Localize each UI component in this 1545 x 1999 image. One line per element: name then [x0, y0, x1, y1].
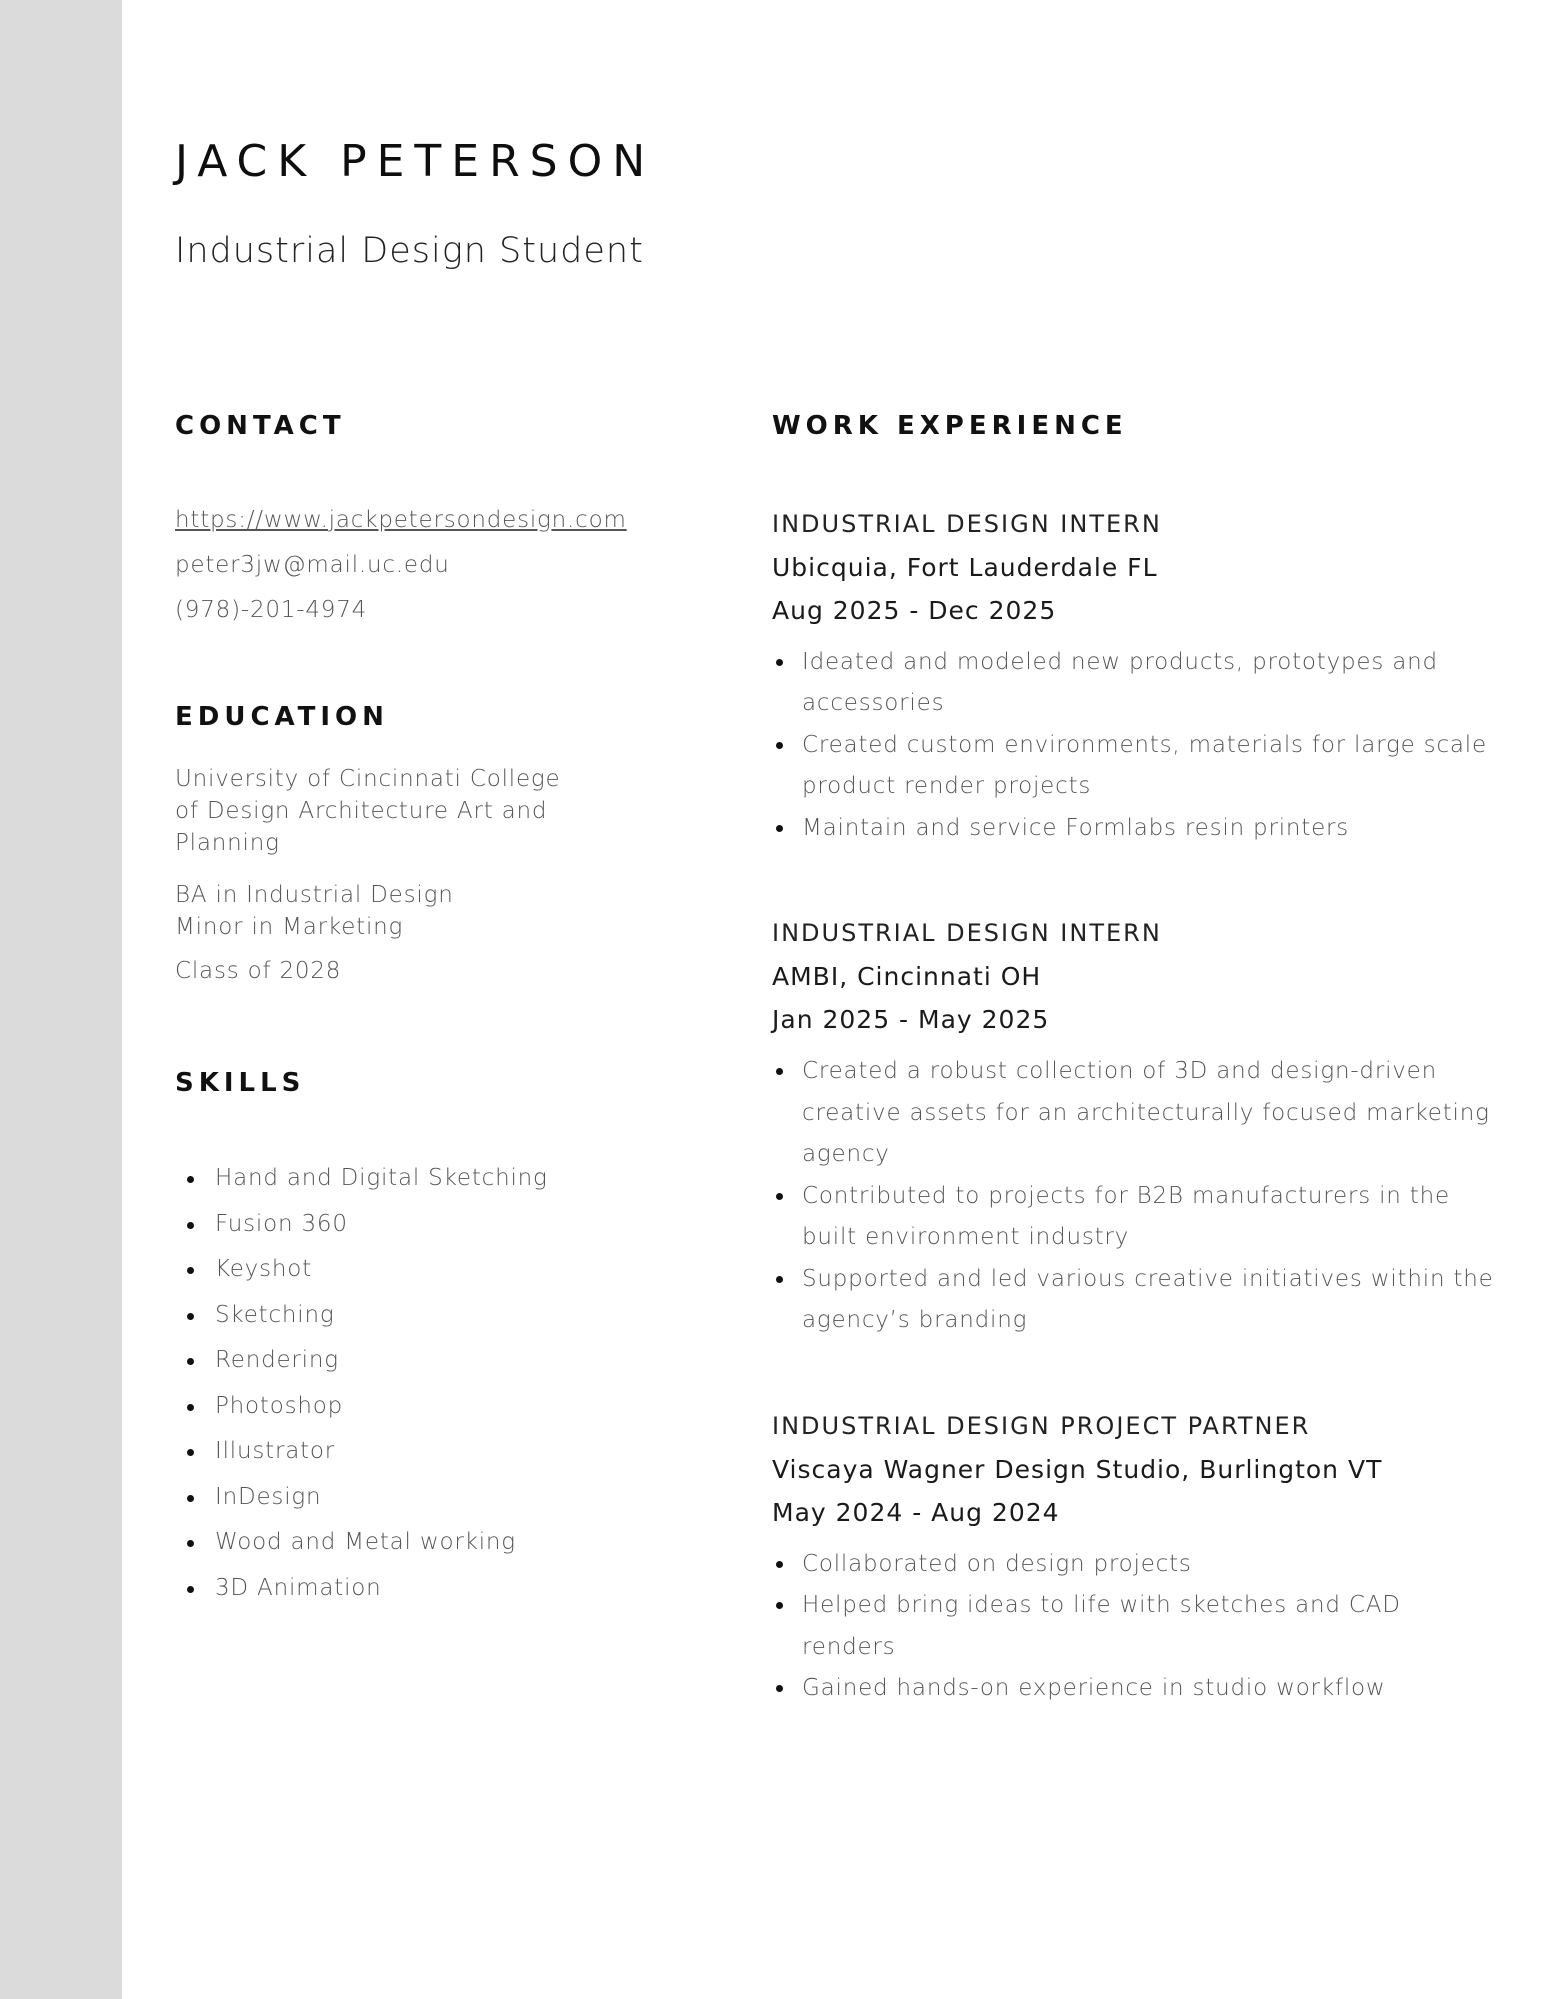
job-bullets [772, 1544, 1502, 1710]
job-bullet: Contributed to projects for B2B manufacturers in the built environment industry [772, 1176, 1502, 1259]
job-entry [772, 502, 1502, 850]
skill-item: Keyshot [175, 1247, 695, 1293]
school-line: University of Cincinnati College [175, 765, 561, 792]
bullet-icon [776, 1602, 783, 1609]
skill-item: Illustrator [175, 1429, 695, 1475]
work-heading: WORK EXPERIENCE [772, 411, 1128, 441]
education-heading: EDUCATION [175, 701, 389, 732]
job-bullet: Ideated and modeled new products, prototypes and accessories [772, 642, 1502, 725]
bullet-icon [187, 1404, 194, 1411]
school-line: of Design Architecture Art and [175, 797, 548, 824]
job-bullet: Maintain and service Formlabs resin printers [772, 808, 1502, 850]
minor-text: Minor in Marketing [175, 913, 404, 940]
bullet-icon [776, 742, 783, 749]
bullet-icon [187, 1313, 194, 1320]
degree-text: BA in Industrial Design [175, 881, 454, 908]
job-company: Ubicquia, Fort Lauderdale FL [772, 552, 1158, 582]
email-text: peter3jw@mail.uc.edu [175, 551, 450, 578]
job-dates: Aug 2025 - Dec 2025 [772, 595, 1057, 625]
skill-item: Rendering [175, 1338, 695, 1384]
contact-list [175, 498, 695, 633]
bullet-icon [776, 659, 783, 666]
school-name [175, 763, 695, 859]
skill-item: InDesign [175, 1475, 695, 1521]
job-company: Viscaya Wagner Design Studio, Burlington VT [772, 1454, 1383, 1484]
bullet-icon [187, 1267, 194, 1274]
bullet-icon [776, 825, 783, 832]
contact-heading: CONTACT [175, 411, 346, 441]
job-entry [772, 1404, 1502, 1710]
job-bullets [772, 642, 1502, 850]
right-column [772, 410, 1502, 1710]
resume-subtitle: Industrial Design Student [175, 231, 644, 271]
job-company: AMBI, Cincinnati OH [772, 962, 1042, 992]
website-link[interactable]: https://www.jackpetersondesign.com [175, 506, 627, 533]
job-bullet: Created custom environments, materials for large scale product render projects [772, 725, 1502, 808]
bullet-icon [187, 1449, 194, 1456]
bullet-icon [187, 1495, 194, 1502]
skill-item: Wood and Metal working [175, 1520, 695, 1566]
skills-section [175, 1067, 695, 1612]
skill-item: Hand and Digital Sketching [175, 1156, 695, 1202]
job-bullet: Supported and led various creative initiatives within the agency’s branding [772, 1259, 1502, 1342]
job-bullet: Gained hands-on experience in studio workflow [772, 1668, 1502, 1710]
job-bullets [772, 1051, 1502, 1342]
bullet-icon [187, 1176, 194, 1183]
job-title: INDUSTRIAL DESIGN INTERN [772, 509, 1162, 538]
job-title: INDUSTRIAL DESIGN PROJECT PARTNER [772, 1411, 1311, 1440]
degree-block [175, 879, 695, 943]
skill-item: Sketching [175, 1293, 695, 1339]
skill-item: Photoshop [175, 1384, 695, 1430]
job-title: INDUSTRIAL DESIGN INTERN [772, 919, 1162, 948]
skill-item: 3D Animation [175, 1566, 695, 1612]
job-entry [772, 911, 1502, 1342]
job-dates: Jan 2025 - May 2025 [772, 1005, 1050, 1035]
bullet-icon [187, 1586, 194, 1593]
class-year: Class of 2028 [175, 957, 342, 984]
bullet-icon [776, 1561, 783, 1568]
job-dates: May 2024 - Aug 2024 [772, 1497, 1060, 1527]
skill-item: Fusion 360 [175, 1202, 695, 1248]
resume-name: JACK PETERSON [175, 136, 656, 187]
job-bullet: Helped bring ideas to life with sketches and CAD renders [772, 1585, 1502, 1668]
skills-list [175, 1156, 695, 1611]
left-column [175, 410, 695, 1611]
contact-section [175, 410, 695, 633]
bullet-icon [187, 1358, 194, 1365]
education-section [175, 701, 695, 987]
bullet-icon [187, 1222, 194, 1229]
bullet-icon [187, 1540, 194, 1547]
bullet-icon [776, 1068, 783, 1075]
bullet-icon [776, 1685, 783, 1692]
sidebar-strip [0, 0, 122, 1999]
skills-heading: SKILLS [175, 1067, 306, 1098]
school-line: Planning [175, 829, 280, 856]
phone-text: (978)-201-4974 [175, 596, 368, 623]
bullet-icon [776, 1276, 783, 1283]
job-bullet: Created a robust collection of 3D and design-driven creative assets for an architecturally focused marketing agency [772, 1051, 1502, 1176]
job-bullet: Collaborated on design projects [772, 1544, 1502, 1586]
bullet-icon [776, 1193, 783, 1200]
